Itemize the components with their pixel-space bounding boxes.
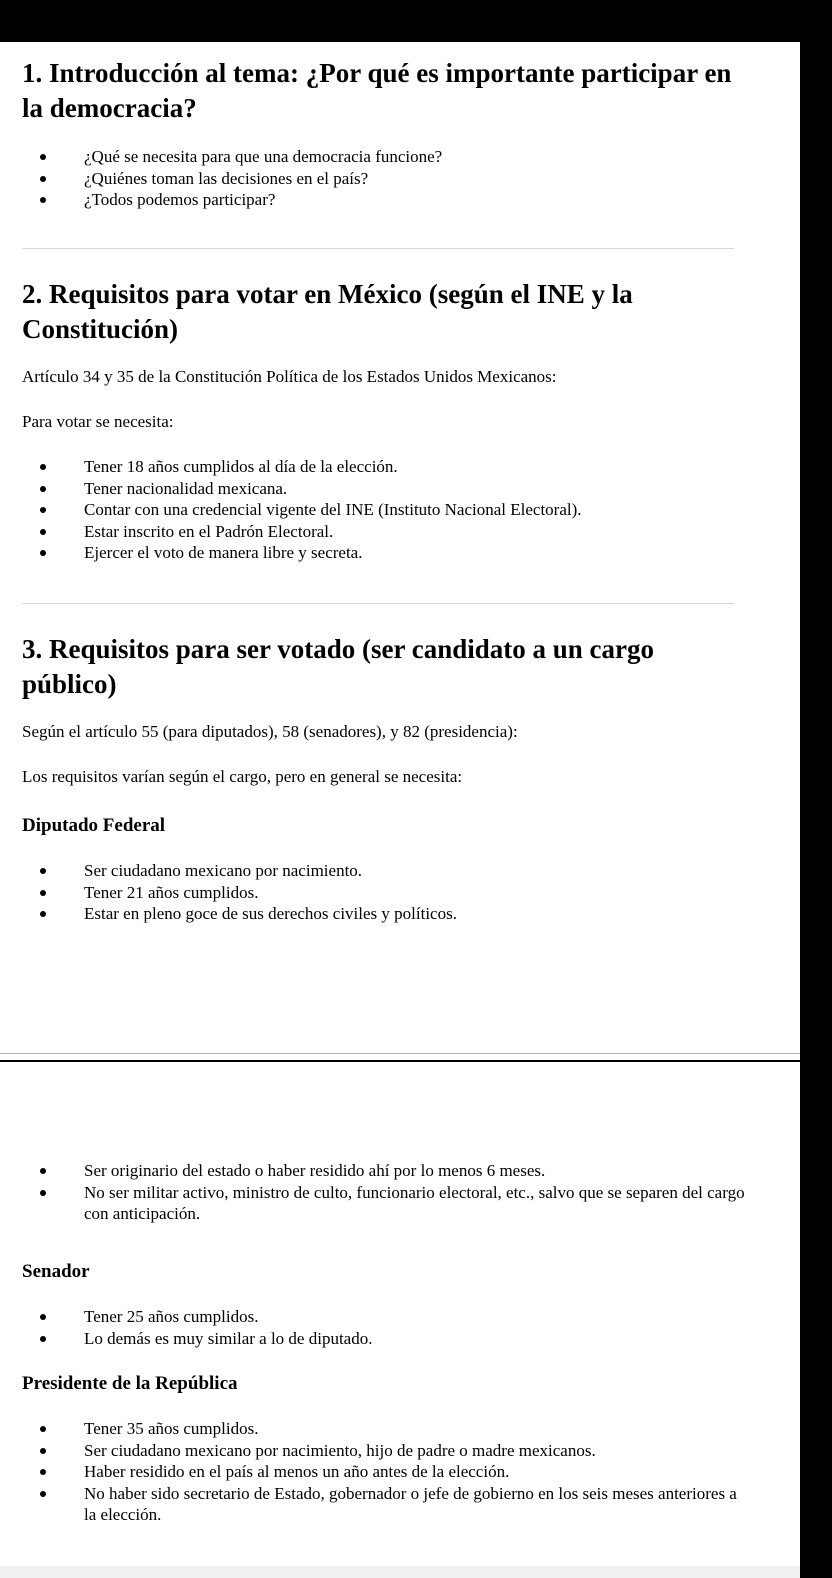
- section-1-list: [62, 146, 752, 211]
- document-page-2: [0, 1062, 800, 1566]
- senador-list: [62, 1306, 752, 1349]
- horizontal-divider: [22, 603, 734, 604]
- list-item: Estar inscrito en el Padrón Electoral.: [62, 521, 752, 543]
- horizontal-divider: [22, 248, 734, 249]
- list-item: Ser ciudadano mexicano por nacimiento.: [62, 860, 752, 882]
- list-item: Haber residido en el país al menos un año antes de la elección.: [62, 1461, 752, 1483]
- senador-heading: Senador: [22, 1261, 90, 1282]
- section-2-lead: Para votar se necesita:: [22, 412, 174, 431]
- diputado-list-continued: [62, 1160, 752, 1225]
- list-item: No haber sido secretario de Estado, gobernador o jefe de gobierno en los seis meses anteriores a la elección.: [62, 1483, 752, 1526]
- diputado-heading: Diputado Federal: [22, 815, 166, 836]
- presidente-list: [62, 1418, 752, 1526]
- document-page-1: [0, 42, 800, 1060]
- list-item: Contar con una credencial vigente del INE (Instituto Nacional Electoral).: [62, 499, 752, 521]
- diputado-list: [62, 860, 752, 925]
- list-item: Tener 35 años cumplidos.: [62, 1418, 752, 1440]
- section-3-lead: Los requisitos varían según el cargo, pero en general se necesita:: [22, 767, 463, 786]
- list-item: ¿Todos podemos participar?: [62, 189, 752, 211]
- section-3-intro: Según el artículo 55 (para diputados), 58 (senadores), y 82 (presidencia):: [22, 722, 518, 741]
- list-item: ¿Quiénes toman las decisiones en el país?: [62, 168, 752, 190]
- section-2-intro: Artículo 34 y 35 de la Constitución Política de los Estados Unidos Mexicanos:: [22, 367, 557, 386]
- list-item: Tener 21 años cumplidos.: [62, 882, 752, 904]
- list-item: Lo demás es muy similar a lo de diputado.: [62, 1328, 752, 1350]
- list-item: Ejercer el voto de manera libre y secreta.: [62, 542, 752, 564]
- presidente-heading: Presidente de la República: [22, 1373, 238, 1394]
- section-1-heading: 1. Introducción al tema: ¿Por qué es importante participar en la democracia?: [22, 58, 732, 123]
- list-item: ¿Qué se necesita para que una democracia funcione?: [62, 146, 752, 168]
- list-item: Estar en pleno goce de sus derechos civiles y políticos.: [62, 903, 752, 925]
- list-item: Ser ciudadano mexicano por nacimiento, hijo de padre o madre mexicanos.: [62, 1440, 752, 1462]
- list-item: No ser militar activo, ministro de culto, funcionario electoral, etc., salvo que se separen del cargo con anticipación.: [62, 1182, 752, 1225]
- list-item: Tener nacionalidad mexicana.: [62, 478, 752, 500]
- bottom-strip: [0, 1566, 800, 1578]
- section-2-list: [62, 456, 752, 564]
- list-item: Ser originario del estado o haber residido ahí por lo menos 6 meses.: [62, 1160, 752, 1182]
- page-break-line: [0, 1053, 800, 1054]
- section-2-heading: 2. Requisitos para votar en México (según el INE y la Constitución): [22, 279, 633, 344]
- section-3-heading: 3. Requisitos para ser votado (ser candidato a un cargo público): [22, 634, 655, 699]
- list-item: Tener 25 años cumplidos.: [62, 1306, 752, 1328]
- list-item: Tener 18 años cumplidos al día de la elección.: [62, 456, 752, 478]
